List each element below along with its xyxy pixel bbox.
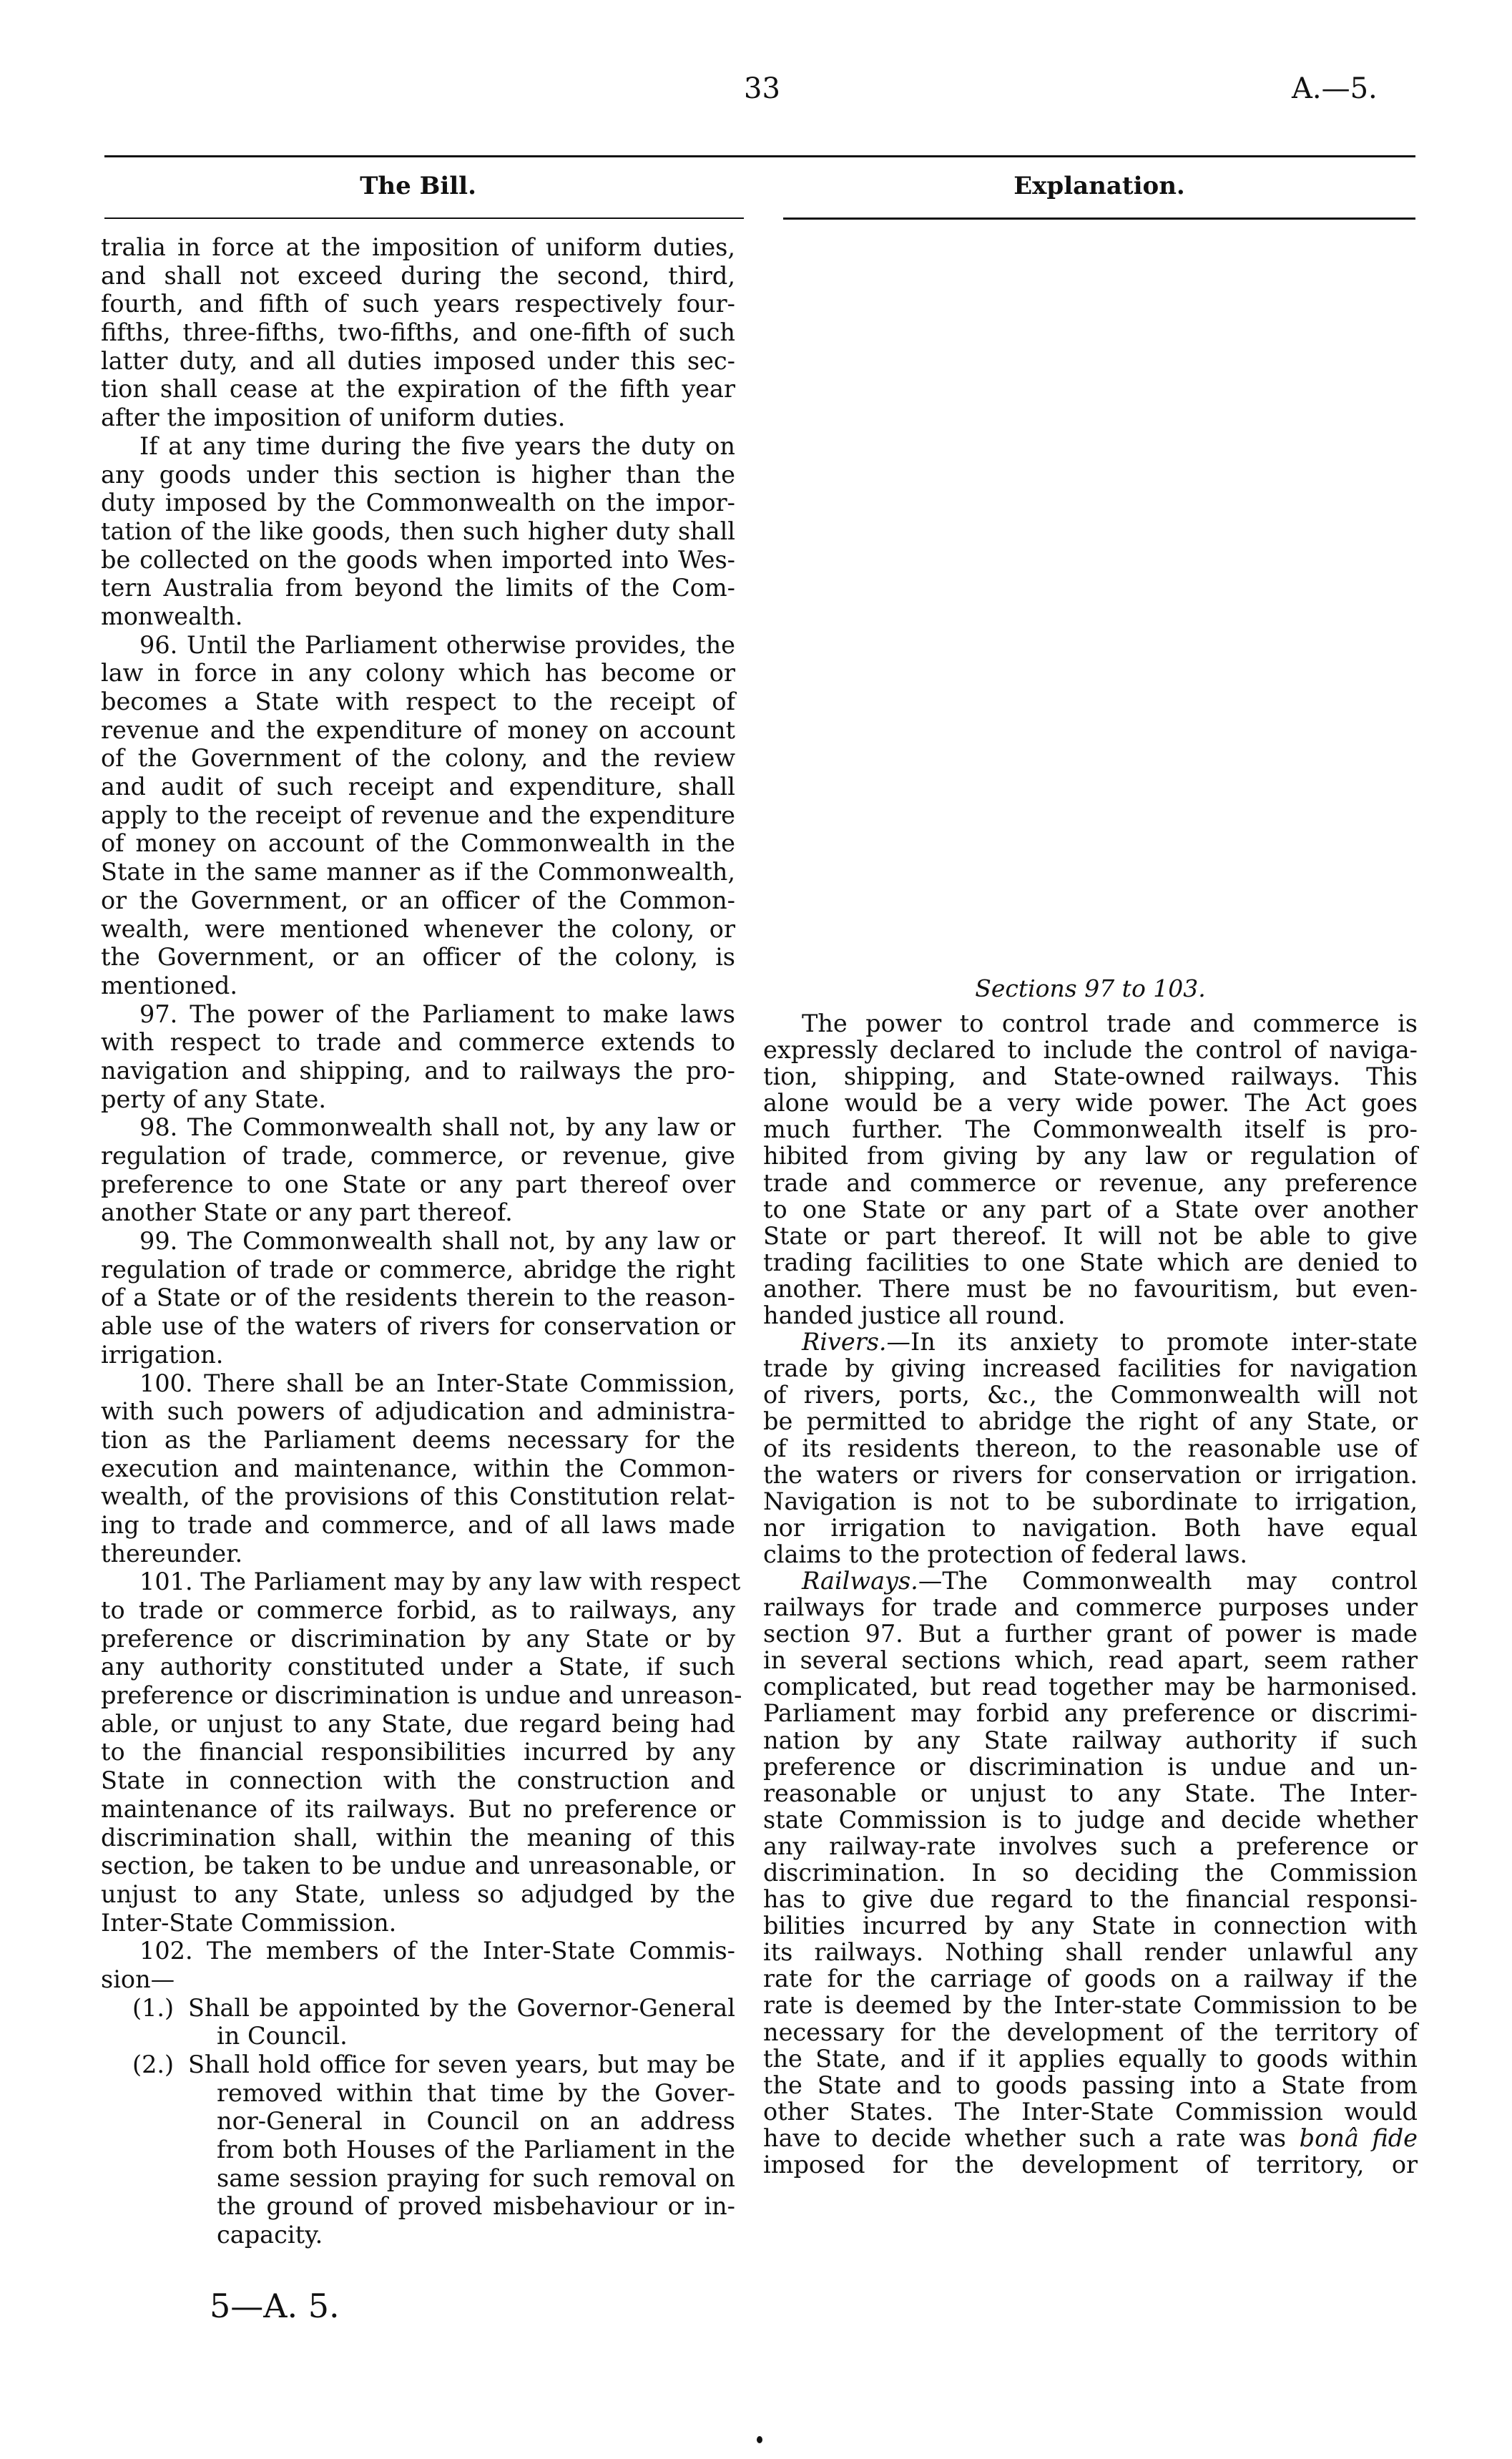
line-text: discrimination shall, within the meaning of this (101, 1823, 735, 1852)
bill-line (101, 517, 735, 546)
line-text: the waters or rivers for conservation or irrigation. (763, 1460, 1418, 1489)
bill-line (101, 461, 735, 489)
print-speck (757, 2436, 762, 2443)
line-text: other States. The Inter-State Commission would (763, 2097, 1418, 2126)
line-text: nor irrigation to navigation. Both have equal (763, 1513, 1418, 1542)
item-number: (1.) (132, 1993, 175, 2022)
explanation-line (763, 1541, 1418, 1568)
explanation-line (763, 2072, 1418, 2098)
explanation-line (763, 1620, 1418, 1647)
bill-list-item-continuation: same session praying for such removal on (217, 2164, 735, 2192)
line-text: apply to the receipt of revenue and the expenditure (101, 801, 735, 829)
line-text: Shall be appointed by the Governor-General (188, 1993, 735, 2022)
explanation-line (763, 1965, 1418, 1992)
bill-column (101, 233, 742, 2249)
page-number: 33 (744, 72, 780, 105)
line-text: thereunder. (101, 1539, 243, 1568)
bill-line (101, 602, 735, 631)
bill-line (101, 1511, 735, 1540)
line-text: 96. Until the Parliament otherwise provides, the (139, 630, 735, 659)
line-text: fourth, and fifth of such years respectively four- (101, 290, 735, 318)
explanation-line (763, 1249, 1418, 1276)
italic-phrase: bonâ fide (1299, 2123, 1418, 2152)
line-text: of money on account of the Commonwealth in the (101, 829, 735, 858)
bill-line (101, 915, 735, 944)
explanation-line (763, 1727, 1418, 1754)
explanation-line (763, 2151, 1418, 2178)
line-text: preference to one State or any part thereof over (101, 1170, 735, 1198)
line-text: the State and to goods passing into a State from (763, 2071, 1418, 2099)
line-text: and audit of such receipt and expenditure, shall (101, 773, 735, 801)
line-text: tern Australia from beyond the limits of the Com- (101, 574, 735, 602)
bill-line (101, 1170, 735, 1199)
line-text: execution and maintenance, within the Common- (101, 1454, 735, 1482)
bill-line (101, 773, 735, 801)
line-text: mentioned. (101, 971, 238, 999)
line-text: has to give due regard to the financial responsi- (763, 1885, 1418, 1914)
line-text: section, be taken to be undue and unreasonable, or (101, 1852, 735, 1880)
line-text: with respect to trade and commerce extends to (101, 1028, 735, 1057)
bill-line (101, 1795, 735, 1824)
bill-line (101, 1596, 735, 1625)
line-text: —In its anxiety to promote inter-state (886, 1328, 1418, 1356)
line-text: expressly declared to include the control of naviga- (763, 1036, 1418, 1065)
explanation-line (763, 1143, 1418, 1169)
explanation-header-rule (783, 217, 1415, 220)
line-text: able, or unjust to any State, due regard being had (101, 1709, 735, 1738)
line-text: maintenance of its railways. But no preference or (101, 1794, 735, 1823)
bill-line (101, 1965, 735, 1994)
line-text: of a State or of the residents therein to the reason- (101, 1284, 735, 1312)
line-text: hibited from giving by any law or regulation of (763, 1142, 1418, 1170)
line-text: of the Government of the colony, and the review (101, 744, 735, 773)
line-text: complicated, but read together may be harmonised. (763, 1673, 1418, 1701)
line-text: 102. The members of the Inter-State Commis- (139, 1937, 735, 1965)
line-text: any goods under this section is higher than the (101, 460, 735, 489)
bill-line (101, 1227, 735, 1256)
bill-line (101, 1142, 735, 1170)
explanation-line (763, 1302, 1418, 1329)
line-text: State in the same manner as if the Commonwealth, (101, 858, 735, 886)
bill-line (101, 375, 735, 404)
bill-line (101, 744, 735, 773)
line-text: tralia in force at the imposition of uniform duties, (101, 233, 735, 261)
bill-line (101, 1455, 735, 1483)
line-text: State in connection with the construction and (101, 1766, 735, 1795)
explanation-line (763, 1673, 1418, 1700)
line-text: navigation and shipping, and to railways the pro- (101, 1056, 735, 1085)
line-text: trading facilities to one State which are denied to (763, 1248, 1418, 1276)
line-text: preference or discrimination is undue and un- (763, 1752, 1418, 1781)
bill-line (101, 1880, 735, 1909)
bill-line (101, 1085, 735, 1114)
bill-line (101, 1426, 735, 1455)
line-text: the Government, or an officer of the colony, is (101, 943, 735, 972)
explanation-line (763, 1833, 1418, 1859)
line-text: sion— (101, 1965, 175, 1993)
line-text: Shall hold office for seven years, but may be (188, 2050, 735, 2078)
bill-line (101, 1000, 735, 1029)
line-text: to trade or commerce forbid, as to railways, any (101, 1596, 735, 1624)
explanation-line (763, 1462, 1418, 1488)
line-text: section 97. But a further grant of power is made (763, 1620, 1418, 1648)
line-text: State or part thereof. It will not be able to give (763, 1221, 1418, 1250)
explanation-line (763, 1754, 1418, 1780)
line-text: nation by any State railway authority if such (763, 1726, 1418, 1754)
line-text: rate is deemed by the Inter-state Commission to be (763, 1991, 1418, 2020)
line-text: 99. The Commonwealth shall not, by any law or (139, 1227, 735, 1256)
line-text: The power to control trade and commerce is (802, 1009, 1418, 1037)
line-text: any railway-rate involves such a preference or (763, 1832, 1418, 1860)
line-text: much further. The Commonwealth itself is pro- (763, 1115, 1418, 1144)
explanation-line (763, 1488, 1418, 1515)
line-text: ing to trade and commerce, and of all laws made (101, 1510, 735, 1539)
explanation-line (763, 1329, 1418, 1355)
explanation-line (763, 1594, 1418, 1620)
run-in-heading: Railways. (802, 1566, 918, 1595)
bill-line (101, 262, 735, 290)
explanation-line (763, 1010, 1418, 1037)
bill-list-item-continuation: removed within that time by the Gover- (217, 2078, 735, 2107)
bill-line (101, 1653, 735, 1681)
explanation-line (763, 2098, 1418, 2125)
line-text: 100. There shall be an Inter-State Commission, (139, 1369, 735, 1397)
item-number: (2.) (132, 2050, 175, 2078)
line-text: the State, and if it applies equally to goods within (763, 2044, 1418, 2073)
line-text: becomes a State with respect to the receipt of (101, 688, 735, 715)
bill-list-item-continuation: the ground of proved misbehaviour or in- (217, 2192, 735, 2221)
bill-list-item (101, 2050, 735, 2079)
explanation-line (763, 1912, 1418, 1939)
bill-line (101, 1284, 735, 1312)
bill-line (101, 1937, 735, 1965)
line-text: 97. The power of the Parliament to make laws (139, 999, 735, 1028)
line-text: another State or any part thereof. (101, 1198, 513, 1227)
line-text: revenue and the expenditure of money on account (101, 715, 735, 744)
line-text: —The Commonwealth may control (918, 1566, 1418, 1595)
section-heading: Sections 97 to 103. (975, 974, 1206, 1002)
line-text: latter duty, and all duties imposed under this sec- (101, 346, 735, 375)
line-text: claims to the protection of federal laws. (763, 1540, 1248, 1568)
bill-list-item-continuation: in Council. (217, 2022, 348, 2050)
bill-line (101, 1256, 735, 1284)
line-text: law in force in any colony which has become or (101, 659, 735, 688)
line-text: preference or discrimination is undue and unreason- (101, 1681, 742, 1710)
bill-line (101, 801, 735, 830)
line-text: to one State or any part of a State over another (763, 1195, 1418, 1223)
bill-line (101, 1568, 741, 1596)
explanation-line (763, 1276, 1418, 1302)
line-text: preference or discrimination by any State or by (101, 1624, 735, 1653)
line-text: to the financial responsibilities incurred by any (101, 1738, 735, 1766)
explanation-line (763, 1647, 1418, 1673)
bill-line (101, 574, 735, 602)
line-text: 98. The Commonwealth shall not, by any law or (139, 1113, 735, 1142)
top-rule (104, 155, 1415, 157)
line-text: Parliament may forbid any preference or discrimi- (763, 1699, 1418, 1728)
line-text: regulation of trade, commerce, or revenue, give (101, 1142, 735, 1170)
column-title-explanation: Explanation. (1013, 172, 1185, 200)
bill-list-item-continuation: capacity. (217, 2221, 323, 2249)
line-text: necessary for the development of the territory of (763, 2018, 1418, 2046)
line-text: any authority constituted under a State, if such (101, 1653, 735, 1681)
signature-mark: 5—A. 5. (210, 2287, 340, 2325)
line-text: have to decide whether such a rate was (763, 2123, 1300, 2152)
explanation-line (763, 1435, 1418, 1462)
bill-line (101, 1852, 735, 1880)
line-text: of its residents thereon, to the reasonable use of (763, 1434, 1418, 1462)
explanation-line (763, 1859, 1418, 1886)
explanation-line (763, 1196, 1418, 1223)
bill-line (101, 1312, 735, 1341)
bill-line (101, 432, 735, 461)
explanation-line (763, 1408, 1418, 1434)
bill-line (101, 489, 735, 517)
explanation-line (763, 1939, 1418, 1965)
bill-line (101, 1028, 735, 1057)
explanation-line (763, 1037, 1418, 1063)
bill-line (101, 1341, 735, 1369)
line-text: or the Government, or an officer of the Common- (101, 886, 735, 914)
explanation-line (763, 1170, 1418, 1196)
line-text: handed justice all round. (763, 1301, 1066, 1330)
bill-header-rule (104, 217, 744, 219)
line-text: monwealth. (101, 602, 243, 630)
line-text: trade and commerce or revenue, any preference (763, 1168, 1418, 1197)
line-text: rate for the carriage of goods on a railway if the (763, 1965, 1418, 1993)
explanation-line (763, 1090, 1418, 1116)
line-text: state Commission is to judge and decide whether (763, 1805, 1418, 1834)
explanation-column (763, 1010, 1418, 2178)
bill-line (101, 318, 735, 347)
bill-line (101, 1625, 735, 1653)
explanation-line (763, 1780, 1418, 1807)
line-text: tation of the like goods, then such higher duty shall (101, 517, 735, 545)
bill-line (101, 716, 735, 745)
line-text: wealth, were mentioned whenever the colony, or (101, 914, 735, 943)
bill-line (101, 659, 735, 688)
bill-line (101, 829, 735, 858)
line-text: railways for trade and commerce purposes under (763, 1593, 1418, 1622)
bill-line (101, 688, 735, 716)
line-text: be permitted to abridge the right of any State, or (763, 1407, 1418, 1436)
line-text: irrigation. (101, 1340, 224, 1369)
line-text: be collected on the goods when imported into Wes- (101, 545, 735, 574)
bill-list-item (101, 1994, 735, 2023)
bill-line (101, 1113, 735, 1142)
line-text: alone would be a very wide power. The Act goes (763, 1089, 1418, 1118)
line-text: reasonable or unjust to any State. The Inter- (763, 1779, 1418, 1807)
line-text: regulation of trade or commerce, abridge the right (101, 1255, 735, 1284)
bill-line (101, 233, 735, 262)
run-in-heading: Rivers. (802, 1328, 887, 1356)
explanation-line (763, 2125, 1418, 2151)
line-text: 101. The Parliament may by any law with respect (139, 1568, 741, 1596)
line-text: perty of any State. (101, 1085, 326, 1113)
bill-line (101, 290, 735, 318)
line-text: unjust to any State, unless so adjudged by the (101, 1879, 735, 1908)
bill-list-item-continuation: from both Houses of the Parliament in the (217, 2136, 735, 2164)
line-text: tion as the Parliament deems necessary for the (101, 1425, 735, 1454)
document-reference: A.—5. (1292, 72, 1378, 105)
bill-line (101, 347, 735, 376)
bill-line (101, 858, 735, 886)
line-text: discrimination. In so deciding the Commission (763, 1859, 1418, 1887)
bill-line (101, 1540, 735, 1568)
explanation-line (763, 1886, 1418, 1912)
line-text: Inter-State Commission. (101, 1908, 397, 1937)
line-text: tion, shipping, and State-owned railways. This (763, 1062, 1418, 1091)
line-text: Navigation is not to be subordinate to irrigation, (763, 1487, 1418, 1515)
bill-line (101, 943, 735, 972)
bill-line (101, 1397, 735, 1426)
explanation-line (763, 1992, 1418, 2018)
bill-line (101, 1710, 735, 1739)
line-text: wealth, of the provisions of this Constitution relat- (101, 1482, 735, 1511)
bill-line (101, 1482, 735, 1511)
bill-line (101, 1766, 735, 1795)
bill-list-item-continuation: nor-General in Council on an address (217, 2107, 735, 2136)
line-text: If at any time during the five years the duty on (139, 431, 735, 460)
line-text: with such powers of adjudication and administra- (101, 1397, 735, 1426)
line-text: another. There must be no favouritism, but even- (763, 1274, 1418, 1303)
line-text: fifths, three-fifths, two-fifths, and one-fifth of such (101, 318, 735, 347)
explanation-line (763, 1063, 1418, 1090)
bill-line (101, 1824, 735, 1852)
bill-line (101, 1369, 735, 1398)
bill-line (101, 1909, 735, 1937)
column-title-bill: The Bill. (360, 172, 476, 200)
bill-line (101, 546, 735, 575)
explanation-line (763, 2019, 1418, 2045)
line-text: duty imposed by the Commonwealth on the impor- (101, 489, 735, 517)
bill-line (101, 1057, 735, 1085)
line-text: able use of the waters of rivers for conservation or (101, 1312, 735, 1341)
line-text: tion shall cease at the expiration of the fifth year (101, 375, 735, 404)
line-text: trade by giving increased facilities for navigation (763, 1354, 1418, 1383)
explanation-line (763, 1515, 1418, 1541)
explanation-line (763, 1568, 1418, 1594)
line-text: of rivers, ports, &c., the Commonwealth will not (763, 1381, 1418, 1409)
explanation-line (763, 1807, 1418, 1833)
bill-line (101, 631, 735, 660)
line-text: and shall not exceed during the second, third, (101, 261, 735, 290)
bill-line (101, 1198, 735, 1227)
line-text: after the imposition of uniform duties. (101, 404, 566, 432)
bill-line (101, 1681, 742, 1710)
line-text: bilities incurred by any State in connection with (763, 1912, 1418, 1940)
line-text: in several sections which, read apart, seem rather (763, 1646, 1418, 1675)
bill-line (101, 404, 735, 432)
explanation-line (763, 2045, 1418, 2072)
bill-line (101, 1738, 735, 1766)
explanation-line (763, 1116, 1418, 1143)
explanation-line (763, 1700, 1418, 1726)
explanation-line (763, 1355, 1418, 1382)
line-text: its railways. Nothing shall render unlawful any (763, 1938, 1418, 1967)
bill-line (101, 886, 735, 915)
bill-line (101, 972, 735, 1000)
explanation-line (763, 1382, 1418, 1408)
line-text: imposed for the development of territory, or (763, 2151, 1418, 2179)
explanation-line (763, 1223, 1418, 1249)
